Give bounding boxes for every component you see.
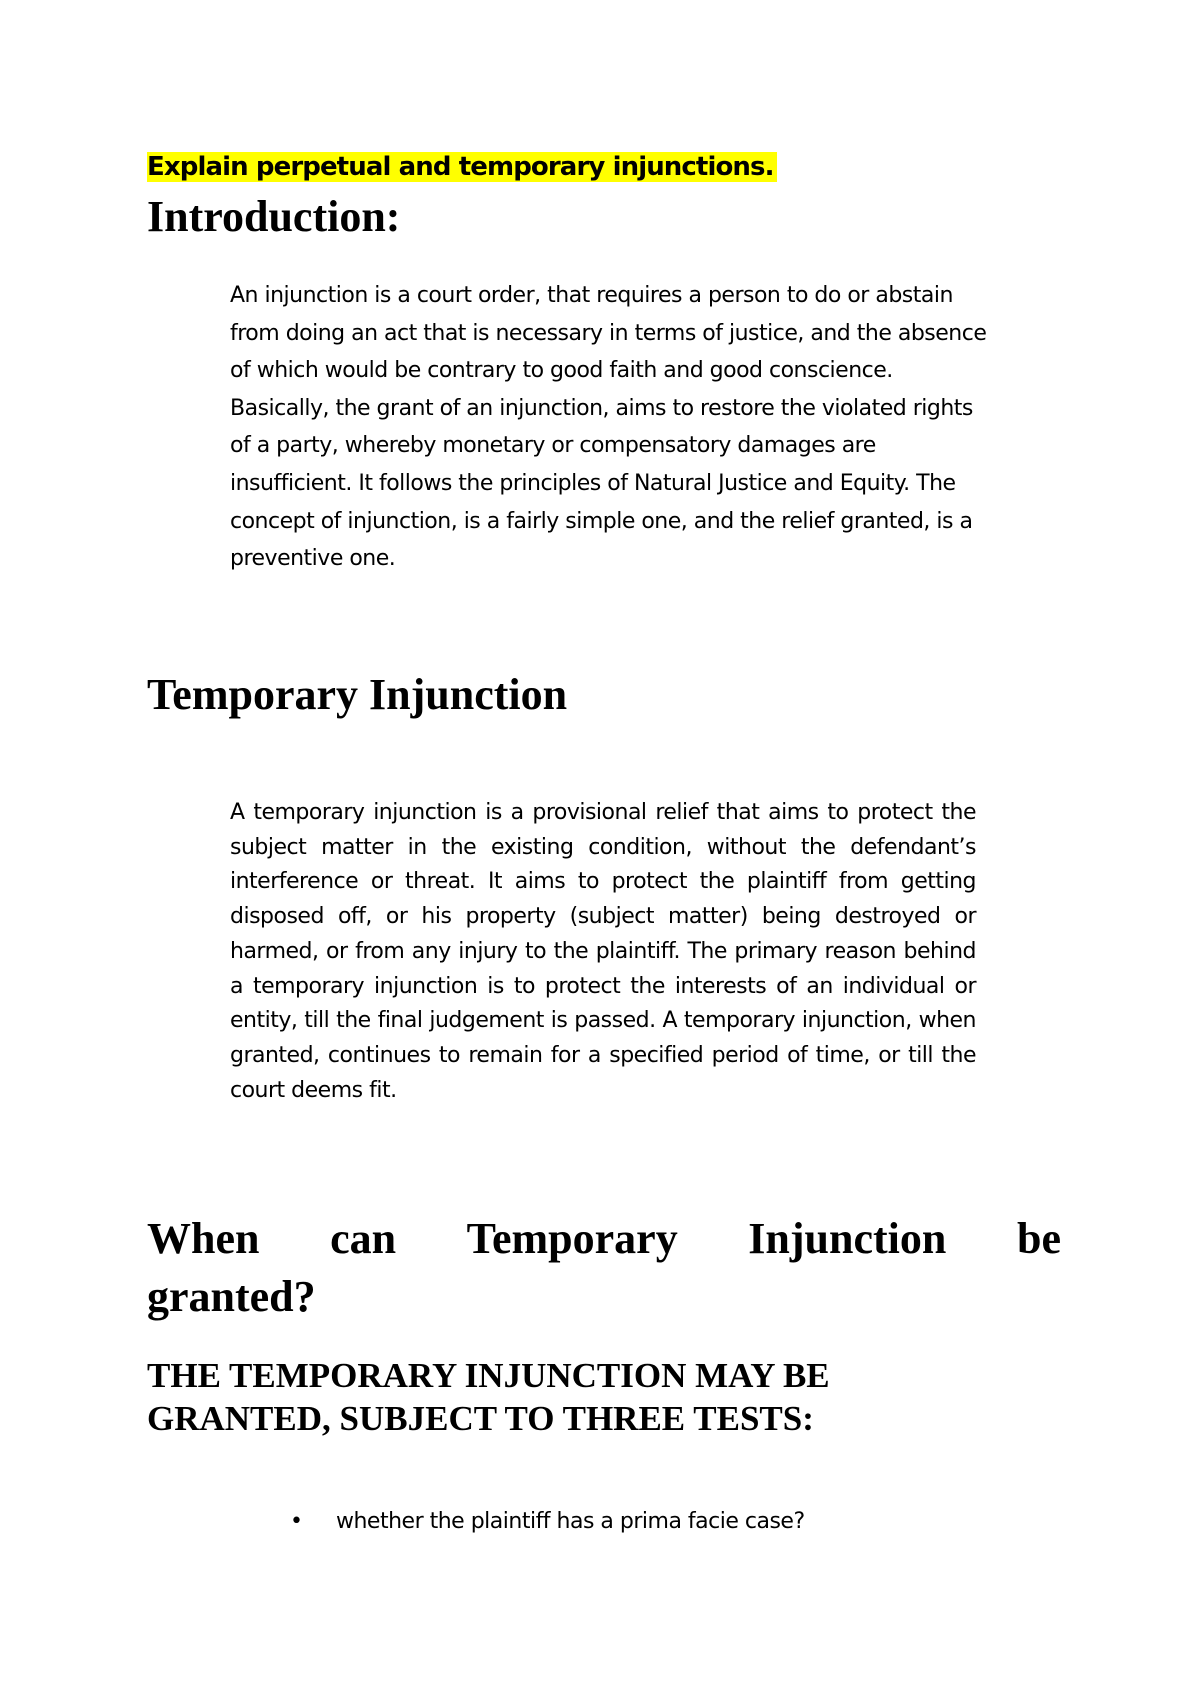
when-granted-heading	[147, 1210, 1061, 1326]
temporary-injunction-heading: Temporary Injunction	[147, 670, 568, 719]
heading-word: Temporary	[466, 1214, 678, 1263]
list-item	[290, 1506, 805, 1538]
heading-word: When	[147, 1214, 260, 1263]
three-tests-line2: GRANTED, SUBJECT TO THREE TESTS:	[147, 1399, 814, 1438]
three-tests-subheading	[147, 1354, 1047, 1440]
question-highlight: Explain perpetual and temporary injunctions.	[147, 152, 777, 182]
temporary-injunction-paragraph: A temporary injunction is a provisional relief that aims to protect the subject matter in the existing condition, without the defendant’s interference or threat. It aims to protect the plaintiff from getting disposed off, or his property (subject matter) being destroyed or harmed, or from any injury to the plaintiff. The primary reason behind a temporary injunction is to protect the interests of an individual or entity, till the final judgement is passed. A temporary injunction, when granted, continues to remain for a specified period of time, or till the court deems fit.	[230, 800, 976, 1103]
question-heading	[147, 150, 777, 184]
three-tests-line1: THE TEMPORARY INJUNCTION MAY BE	[147, 1356, 830, 1395]
introduction-paragraph: An injunction is a court order, that requires a person to do or abstain from doing an act that is necessary in terms of justice, and the absence of which would be contrary to good faith and good conscience. Basically, the grant of an injunction, aims to restore the violated rights of a party, whereby monetary or compensatory damages are insufficient. It follows the principles of Natural Justice and Equity. The concept of injunction, is a fairly simple one, and the relief granted, is a preventive one.	[230, 283, 987, 572]
introduction-heading: Introduction:	[147, 192, 401, 241]
when-granted-heading-line2: granted?	[147, 1272, 316, 1321]
list-item-text: whether the plaintiff has a prima facie case?	[336, 1509, 805, 1534]
heading-word: can	[330, 1214, 397, 1263]
bullet-icon: •	[290, 1509, 303, 1534]
tests-list	[290, 1506, 805, 1538]
when-granted-heading-line1	[147, 1210, 1061, 1268]
heading-word: Injunction	[748, 1214, 947, 1263]
heading-word: be	[1016, 1214, 1061, 1263]
